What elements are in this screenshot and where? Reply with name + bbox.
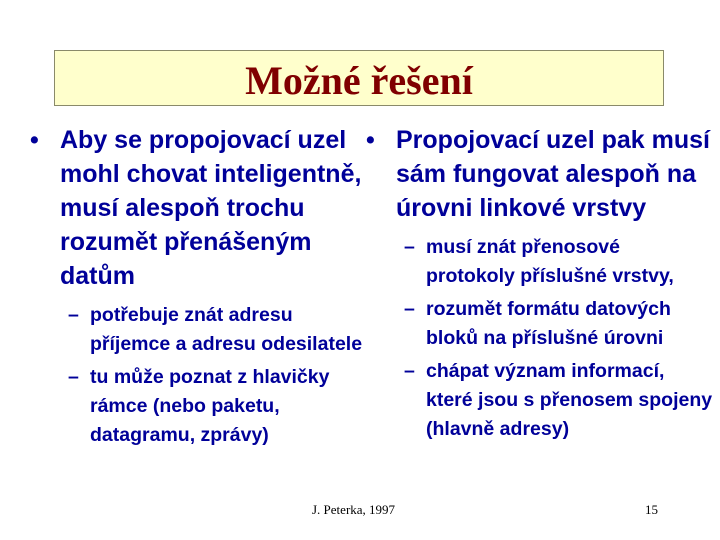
dash-icon: –	[404, 298, 415, 320]
right-sub-item	[364, 233, 714, 291]
right-sub-text: chápat význam informací, které jsou s přenosem spojeny (hlavně adresy)	[426, 360, 713, 440]
title-box	[54, 50, 664, 106]
left-sub-text: potřebuje znát adresu příjemce a adresu odesilatele	[90, 304, 363, 355]
dash-icon: –	[404, 236, 415, 258]
left-main-bullet	[28, 123, 368, 293]
right-sub-item	[364, 357, 714, 444]
dash-icon: –	[68, 366, 79, 388]
left-column	[28, 123, 368, 454]
left-main-text: Aby se propojovací uzel mohl chovat inteligentně, musí alespoň trochu rozumět přenášeným datům	[60, 126, 362, 290]
footer-author: J. Peterka, 1997	[312, 502, 396, 517]
right-sub-list	[364, 233, 714, 444]
dash-icon: –	[404, 360, 415, 382]
slide-title: Možné řešení	[245, 58, 473, 103]
right-column	[364, 123, 714, 448]
right-main-bullet	[364, 123, 714, 225]
bullet-icon: •	[366, 126, 375, 154]
left-sub-item	[28, 301, 368, 359]
right-sub-item	[364, 295, 714, 353]
left-sub-item	[28, 363, 368, 450]
left-sub-list	[28, 301, 368, 450]
right-sub-text: musí znát přenosové protokoly příslušné vrstvy,	[426, 236, 674, 287]
left-sub-text: tu může poznat z hlavičky rámce (nebo paketu, datagramu, zprávy)	[90, 366, 330, 446]
dash-icon: –	[68, 304, 79, 326]
page-number: 15	[645, 502, 658, 517]
right-main-text: Propojovací uzel pak musí sám fungovat alespoň na úrovni linkové vrstvy	[396, 126, 710, 222]
right-sub-text: rozumět formátu datových bloků na příslušné úrovni	[426, 298, 671, 349]
bullet-icon: •	[30, 126, 39, 154]
